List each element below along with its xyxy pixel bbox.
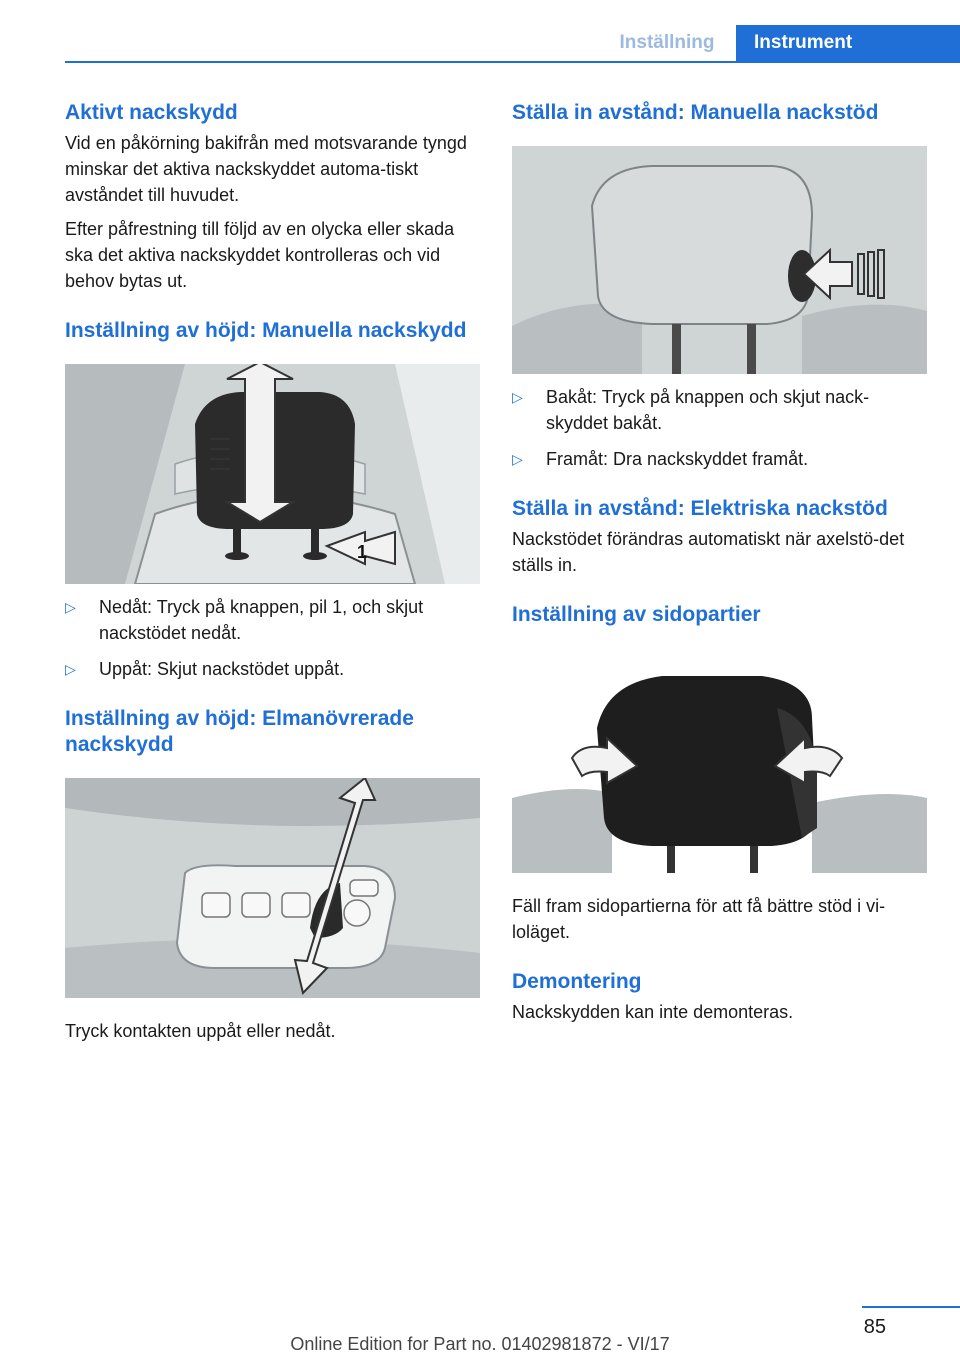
heading-manual-height: Inställning av höjd: Manuella nackskydd bbox=[65, 319, 467, 342]
heading-electric-height: Inställning av höjd: Elmanövrerade nackskydd bbox=[65, 707, 414, 756]
list-item: ▷ Nedåt: Tryck på knappen, pil 1, och skjut nackstödet nedåt. bbox=[65, 594, 480, 646]
heading-removal: Demontering bbox=[512, 970, 642, 993]
header-rule bbox=[65, 61, 960, 63]
heading-active-headrest: Aktivt nackskydd bbox=[65, 101, 238, 124]
bullet-icon: ▷ bbox=[65, 661, 76, 677]
tab-section[interactable]: Inställning bbox=[619, 32, 715, 53]
bullet-icon: ▷ bbox=[65, 599, 76, 615]
list-item: ▷ Framåt: Dra nackskyddet framåt. bbox=[512, 446, 930, 472]
side-sections-image bbox=[512, 648, 927, 873]
side-sections-caption: Fäll fram sidopartierna för att få bättre stöd i vi-loläget. bbox=[512, 896, 886, 942]
manual-distance-steps bbox=[512, 384, 930, 472]
heading-manual-distance: Ställa in avstånd: Manuella nackstöd bbox=[512, 101, 879, 124]
left-column bbox=[65, 100, 480, 1044]
list-item: ▷ Uppåt: Skjut nackstödet uppåt. bbox=[65, 656, 480, 682]
heading-side-sections: Inställning av sidopartier bbox=[512, 603, 761, 626]
paragraph-active-headrest-2: Efter påfrestning till följd av en olycka eller skada ska det aktiva nackskyddet kontrolleras och vid behov bytas ut. bbox=[65, 219, 455, 291]
page-number-rule bbox=[862, 1306, 960, 1308]
heading-electric-distance: Ställa in avstånd: Elektriska nackstöd bbox=[512, 497, 888, 520]
callout-1: 1 bbox=[357, 542, 368, 562]
bullet-icon: ▷ bbox=[512, 451, 523, 467]
paragraph-electric-distance: Nackstödet förändras automatiskt när axelstö-det ställs in. bbox=[512, 529, 905, 575]
right-column bbox=[512, 100, 930, 1025]
footer-edition: Online Edition for Part no. 01402981872 - VI/17 bbox=[290, 1334, 670, 1354]
page-number: 85 bbox=[863, 1316, 886, 1338]
manual-headrest-height-image bbox=[65, 364, 480, 584]
list-item: ▷ Bakåt: Tryck på knappen och skjut nack-skyddet bakåt. bbox=[512, 384, 930, 436]
electric-height-switch-image bbox=[65, 778, 480, 998]
manual-height-steps bbox=[65, 594, 480, 682]
paragraph-active-headrest-1: Vid en påkörning bakifrån med motsvarande tyngd minskar det aktiva nackskyddet automa-tiskt avståndet till huvudet. bbox=[65, 133, 467, 205]
electric-height-caption: Tryck kontakten uppåt eller nedåt. bbox=[65, 1021, 336, 1041]
manual-distance-image bbox=[512, 146, 927, 374]
tab-chapter[interactable]: Instrument bbox=[736, 25, 960, 61]
bullet-icon: ▷ bbox=[512, 389, 523, 405]
paragraph-removal: Nackskydden kan inte demonteras. bbox=[512, 1002, 794, 1022]
